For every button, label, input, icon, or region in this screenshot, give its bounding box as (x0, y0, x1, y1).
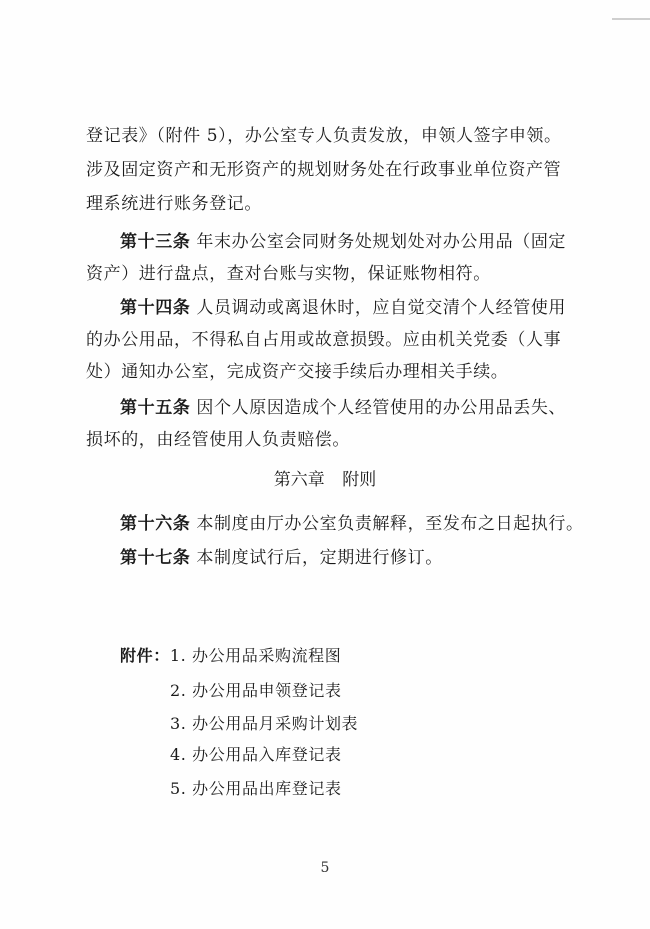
paragraph-line: 登记表》（附件 5），办公室专人负责发放，申领人签字申领。 (86, 126, 562, 146)
article-label: 第十七条 (120, 548, 191, 568)
article-13 (120, 230, 566, 254)
article-label: 第十五条 (120, 398, 191, 418)
chapter-heading (0, 468, 650, 492)
article-label: 第十四条 (120, 298, 191, 318)
article-label: 第十三条 (120, 232, 191, 252)
article-text: 年末办公室会同财务处规划处对办公用品（固定 (196, 232, 567, 252)
attachment-item: 3. 办公用品月采购计划表 (170, 714, 359, 733)
article-text: 人员调动或离退休时，应自觉交清个人经管使用 (196, 298, 567, 318)
paragraph-line: 涉及固定资产和无形资产的规划财务处在行政事业单位资产管 (86, 160, 562, 180)
page-number: 5 (320, 860, 330, 876)
article-text: 本制度由厅办公室负责解释，至发布之日起执行。 (196, 514, 584, 534)
paragraph-line: 资产）进行盘点，查对台账与实物，保证账物相符。 (86, 264, 491, 284)
article-14 (120, 296, 566, 320)
paragraph-line: 处）通知办公室，完成资产交接手续后办理相关手续。 (86, 362, 509, 382)
chapter-title: 附则 (342, 470, 377, 490)
article-text: 本制度试行后，定期进行修订。 (196, 548, 443, 568)
chapter-number: 第六章 (273, 470, 325, 490)
attachment-item: 2. 办公用品申领登记表 (170, 681, 342, 700)
attachment-item: 4. 办公用品入库登记表 (170, 745, 342, 764)
paragraph-line: 理系统进行账务登记。 (86, 194, 262, 214)
attachments-label: 附件： (120, 646, 170, 665)
article-17 (120, 546, 443, 570)
attachment-item: 1. 办公用品采购流程图 (169, 646, 342, 665)
paragraph-line: 损坏的，由经管使用人负责赔偿。 (86, 430, 350, 450)
article-label: 第十六条 (120, 514, 191, 534)
article-16 (120, 512, 584, 536)
corner-mark (612, 0, 650, 20)
article-15 (120, 396, 566, 420)
attachments-first (120, 645, 341, 667)
article-text: 因个人原因造成个人经管使用的办公用品丢失、 (196, 398, 567, 418)
paragraph-line: 的办公用品，不得私自占用或故意损毁。应由机关党委（人事 (86, 330, 562, 350)
attachment-item: 5. 办公用品出库登记表 (170, 779, 342, 798)
